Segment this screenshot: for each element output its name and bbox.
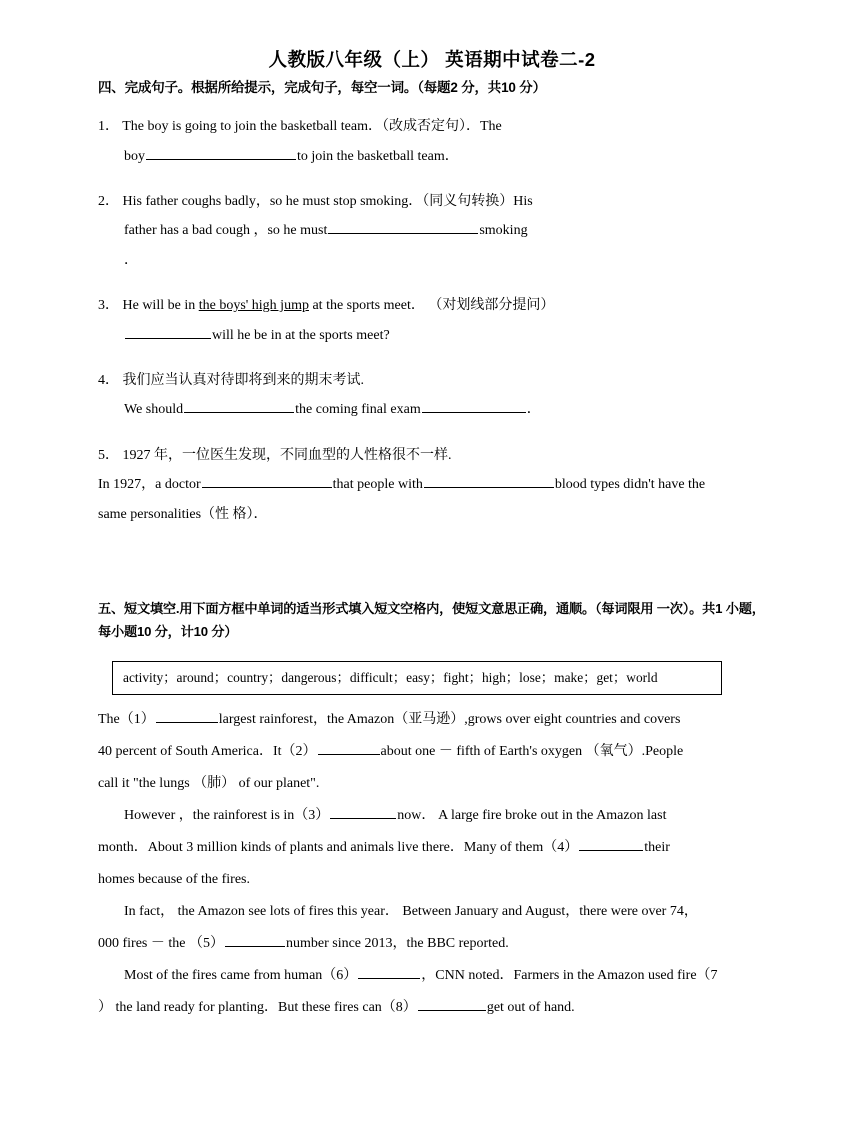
answer-blank[interactable]	[202, 474, 332, 488]
answer-blank[interactable]	[225, 933, 285, 947]
cloze-line-3-a: call it "the lungs （肺） of our planet".	[98, 775, 320, 791]
question-4-number: 4．	[98, 372, 119, 388]
question-5-line2-c: blood types didn't have the	[554, 477, 706, 493]
question-2-text-a: His father coughs badly，so he must stop smoking．（同义句转换）His	[122, 194, 533, 210]
section-5-heading: 五、短文填空.用下面方框中单词的适当形式填入短文空格内，使短文意思正确，通顺。（每词限用 一次）。共1 小题，每小题10 分，计10 分）	[98, 600, 765, 640]
question-5-line3: same personalities（性 格）．	[98, 506, 268, 522]
answer-blank[interactable]	[330, 805, 396, 819]
cloze-line-9-a: Most of the fires came from human（6）	[124, 968, 358, 984]
cloze-line-1	[98, 705, 766, 735]
cloze-line-4-b: now． A large fire broke out in the Amazon last	[397, 807, 667, 823]
document-body	[98, 46, 766, 1025]
question-1-number: 1．	[98, 119, 119, 135]
cloze-line-6	[98, 865, 766, 895]
section-spacer	[98, 545, 766, 597]
question-4	[98, 366, 766, 425]
question-4-line2-c: ．	[526, 402, 541, 418]
cloze-line-4	[98, 801, 766, 831]
question-2-line3: ．	[124, 252, 138, 268]
cloze-line-5-a: month．About 3 million kinds of plants and animals live there．Many of them（4）	[98, 839, 579, 855]
cloze-line-10-b: get out of hand.	[486, 1000, 575, 1016]
cloze-line-4-a: However ，the rainforest is in（3）	[124, 807, 330, 823]
answer-blank[interactable]	[184, 399, 294, 413]
question-1-line2-b: to join the basketball team．	[297, 148, 459, 164]
question-3-line2-b: will he be in at the sports meet?	[212, 327, 390, 343]
question-5-line2-b: that people with	[332, 477, 423, 493]
cloze-line-2-b: about one － fifth of Earth's oxygen （氧气）.People	[380, 743, 684, 759]
question-4-text-a: 我们应当认真对待即将到来的期末考试.	[122, 372, 364, 388]
cloze-line-8	[98, 929, 766, 959]
question-1-text-a: The boy is going to join the basketball team．（	[122, 119, 389, 135]
question-4-line2-b: the coming final exam	[295, 402, 421, 418]
question-5-text-a: 1927 年，一位医生发现，不同血型的人性格很不一样.	[122, 447, 452, 463]
question-3-number: 3．	[98, 298, 119, 314]
cloze-line-3	[98, 769, 766, 799]
answer-blank[interactable]	[358, 965, 420, 979]
question-5-line2-a: In 1927，a doctor	[98, 477, 201, 493]
cloze-line-7	[98, 897, 766, 927]
question-2-number: 2．	[98, 194, 119, 210]
answer-blank[interactable]	[125, 325, 211, 339]
cloze-line-5-b: their	[644, 839, 670, 855]
word-bank-box: activity；around；country；dangerous；difficult；easy；fight；high；lose；make；get；world	[112, 661, 722, 694]
answer-blank[interactable]	[318, 741, 380, 755]
question-2-line2-a: father has a bad cough ，so he must	[124, 223, 328, 239]
question-3-underlined-phrase: the boys' high jump	[198, 298, 309, 314]
question-1-text-b: 改成否定句）．The	[388, 119, 502, 135]
question-3	[98, 291, 766, 350]
cloze-line-8-b: number since 2013，the BBC reported.	[285, 936, 509, 952]
answer-blank[interactable]	[418, 997, 486, 1011]
section-4-heading: 四、完成句子。根据所给提示，完成句子，每空一词。（每题2 分，共10 分）	[98, 80, 546, 95]
cloze-line-1-a: The（1）	[98, 711, 155, 727]
question-1-line2-a: boy	[124, 148, 145, 164]
cloze-line-9-b: ，CNN noted．Farmers in the Amazon used fire（7	[421, 968, 718, 984]
cloze-line-1-b: largest rainforest，the Amazon（亚马逊）,grows over eight countries and covers	[218, 711, 681, 727]
cloze-line-6-a: homes because of the fires.	[98, 872, 250, 888]
cloze-line-10-a: ） the land ready for planting．But these fires can（8）	[98, 1000, 417, 1016]
question-3-text-b: at the sports meet． （对划线部分提问）	[312, 298, 555, 314]
cloze-line-9	[98, 961, 766, 991]
cloze-line-5	[98, 833, 766, 863]
cloze-line-8-a: 000 fires － the （5）	[98, 936, 224, 952]
question-5	[98, 441, 766, 529]
cloze-line-10	[98, 993, 766, 1023]
question-2	[98, 187, 766, 275]
cloze-line-2-a: 40 percent of South America．It（2）	[98, 743, 317, 759]
answer-blank[interactable]	[422, 399, 526, 413]
answer-blank[interactable]	[146, 146, 296, 160]
answer-blank[interactable]	[156, 709, 218, 723]
question-3-text-a: He will be in	[122, 298, 196, 314]
cloze-line-7-a: In fact， the Amazon see lots of fires this year． Between January and August，there were over 74，	[124, 904, 698, 920]
page-title: 人教版八年级（上） 英语期中试卷二-2	[268, 49, 596, 70]
question-5-number: 5．	[98, 447, 119, 463]
answer-blank[interactable]	[579, 837, 643, 851]
answer-blank[interactable]	[424, 474, 554, 488]
question-2-line2-b: smoking	[479, 223, 528, 239]
answer-blank[interactable]	[328, 220, 478, 234]
cloze-line-2	[98, 737, 766, 767]
question-1	[98, 112, 766, 171]
question-4-line2-a: We should	[124, 402, 184, 418]
